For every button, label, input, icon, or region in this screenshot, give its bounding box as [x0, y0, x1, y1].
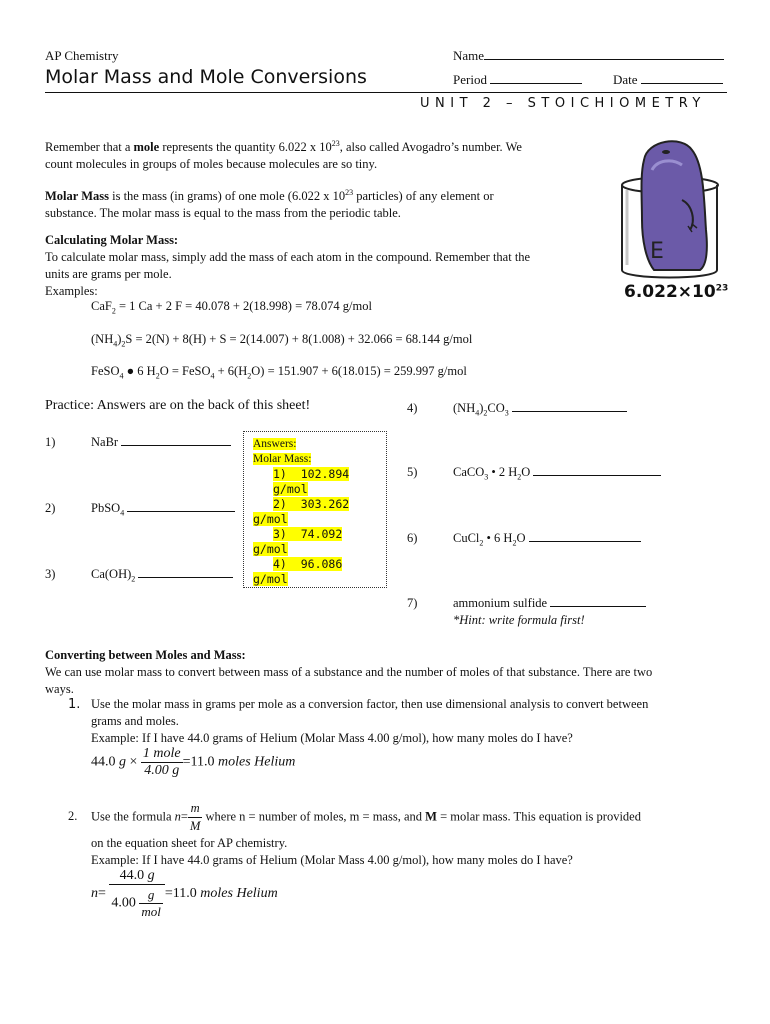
- answer-blank[interactable]: [138, 566, 233, 578]
- intro-para-2: Molar Mass is the mass (in grams) of one mole (6.022 x $10^{23}$ particles) of any element or substance. The molar mass is equal to the mass from the periodic table.: [45, 188, 494, 221]
- period-field[interactable]: [453, 72, 582, 88]
- calc-heading: Calculating Molar Mass:: [45, 233, 179, 247]
- intro-para-1: Remember that a mole represents the quantity 6.022 x $10^{23}$, also called Avogadro’s number. We count molecules in groups of moles because molecules are so tiny.: [45, 139, 522, 172]
- answer-blank[interactable]: [127, 500, 235, 512]
- svg-text:E: E: [650, 239, 664, 264]
- converting-heading: Converting between Moles and Mass:: [45, 648, 246, 662]
- date-label: Date: [613, 72, 638, 87]
- date-blank[interactable]: [641, 72, 723, 84]
- practice-item: 1) NaBr: [45, 434, 231, 450]
- answer-entry: 4) 96.086: [273, 557, 343, 571]
- practice-heading: Practice: Answers are on the back of this sheet!: [45, 398, 311, 413]
- answer-entry-unit: g/mol: [253, 542, 288, 556]
- period-blank[interactable]: [490, 72, 582, 84]
- answer-entry-unit: g/mol: [273, 482, 308, 496]
- hint-text: *Hint: write formula first!: [453, 613, 585, 627]
- practice-item: 6) CuCl$_2$ • 6 $H_2O$: [407, 530, 641, 548]
- mole-in-beaker-illustration: [612, 130, 730, 310]
- page-title: Molar Mass and Mole Conversions: [45, 66, 367, 88]
- answer-entry-unit: g/mol: [253, 512, 288, 526]
- name-label: Name: [453, 48, 485, 63]
- answer-entry: 1) 102.894: [273, 467, 350, 481]
- practice-item: 7) ammonium sulfide *Hint: write formula first!: [407, 595, 646, 629]
- answer-blank[interactable]: [512, 400, 627, 412]
- calc-example-3: FeSO$_4$ ● 6 $H_2O$ = FeSO$_4$ + $6(H_2O) = 151.907 + 6(18.015) = 259.997$ g/mol: [91, 364, 467, 381]
- answers-label: Answers:: [253, 438, 297, 450]
- method-1: 1. Use the molar mass in grams per mole as a conversion factor, then use dimensional analysis to convert between grams and moles. Example: If I have 44.0 grams of Helium (Molar Mass 4.00 g/mol), how many moles do I have?: [68, 697, 649, 745]
- avogadro-caption: $6.022\times 10^{23}$: [624, 282, 729, 302]
- practice-item: 3) $Ca(OH)_2$: [45, 566, 233, 584]
- method-2-cont: on the equation sheet for AP chemistry. Example: If I have 44.0 grams of Helium (Molar Mass 4.00 g/mol), how many moles do I have?: [91, 836, 573, 867]
- practice-item: 4) $(NH_4)_2CO_3$: [407, 400, 627, 418]
- answer-entry-unit: g/mol: [253, 572, 288, 586]
- answer-blank[interactable]: [121, 434, 231, 446]
- answer-entry: 3) 74.092: [273, 527, 343, 541]
- name-field[interactable]: [453, 48, 724, 64]
- name-blank[interactable]: [484, 48, 724, 60]
- method-2: 2. Use the formula n= $\frac{m}{M}$ where n = number of moles, m = mass, and M = molar mass. This equation is provided: [68, 801, 641, 833]
- calc-example-1: CaF$_2$ = 1 Ca + 2 F = 40.078 + 2(18.998) = 78.074 g/mol: [91, 299, 372, 316]
- answer-entry: 2) 303.262: [273, 497, 350, 511]
- answer-blank[interactable]: [529, 530, 641, 542]
- calc-section: Calculating Molar Mass: To calculate molar mass, simply add the mass of each atom in the compound. Remember that the units are grams per mole. Examples:: [45, 233, 531, 298]
- answers-sublabel: Molar Mass:: [253, 453, 312, 465]
- answers-box: [243, 431, 387, 588]
- date-field[interactable]: [613, 72, 723, 88]
- practice-item: 5) CaCO$_3$ • 2 $H_2O$: [407, 464, 661, 482]
- equation-2: n= 44.0 g 4.00 $\frac{g}{\text{mol}}$ =11.0 moles Helium: [91, 868, 278, 919]
- converting-section: Converting between Moles and Mass: We can use molar mass to convert between mass of a substance and the number of moles of that substance. There are two ways.: [45, 648, 653, 696]
- practice-item: 2) PbSO$_4$: [45, 500, 235, 518]
- period-label: Period: [453, 72, 487, 87]
- calc-example-2: $(NH_4)_2S = 2(N) + 8(H) + S = 2(14.007) + 8(1.008) + 32.066 = 68.144$ g/mol: [91, 332, 473, 349]
- answer-blank[interactable]: [550, 595, 646, 607]
- answer-blank[interactable]: [533, 464, 661, 476]
- equation-1: 44.0 g × $\frac{\text{1 mole}}{4.00 g}$ =11.0 moles Helium: [91, 746, 296, 778]
- title-underline: [45, 92, 727, 93]
- course-label: AP Chemistry: [45, 48, 119, 63]
- unit-heading: UNIT 2 – STOICHIOMETRY: [420, 96, 706, 111]
